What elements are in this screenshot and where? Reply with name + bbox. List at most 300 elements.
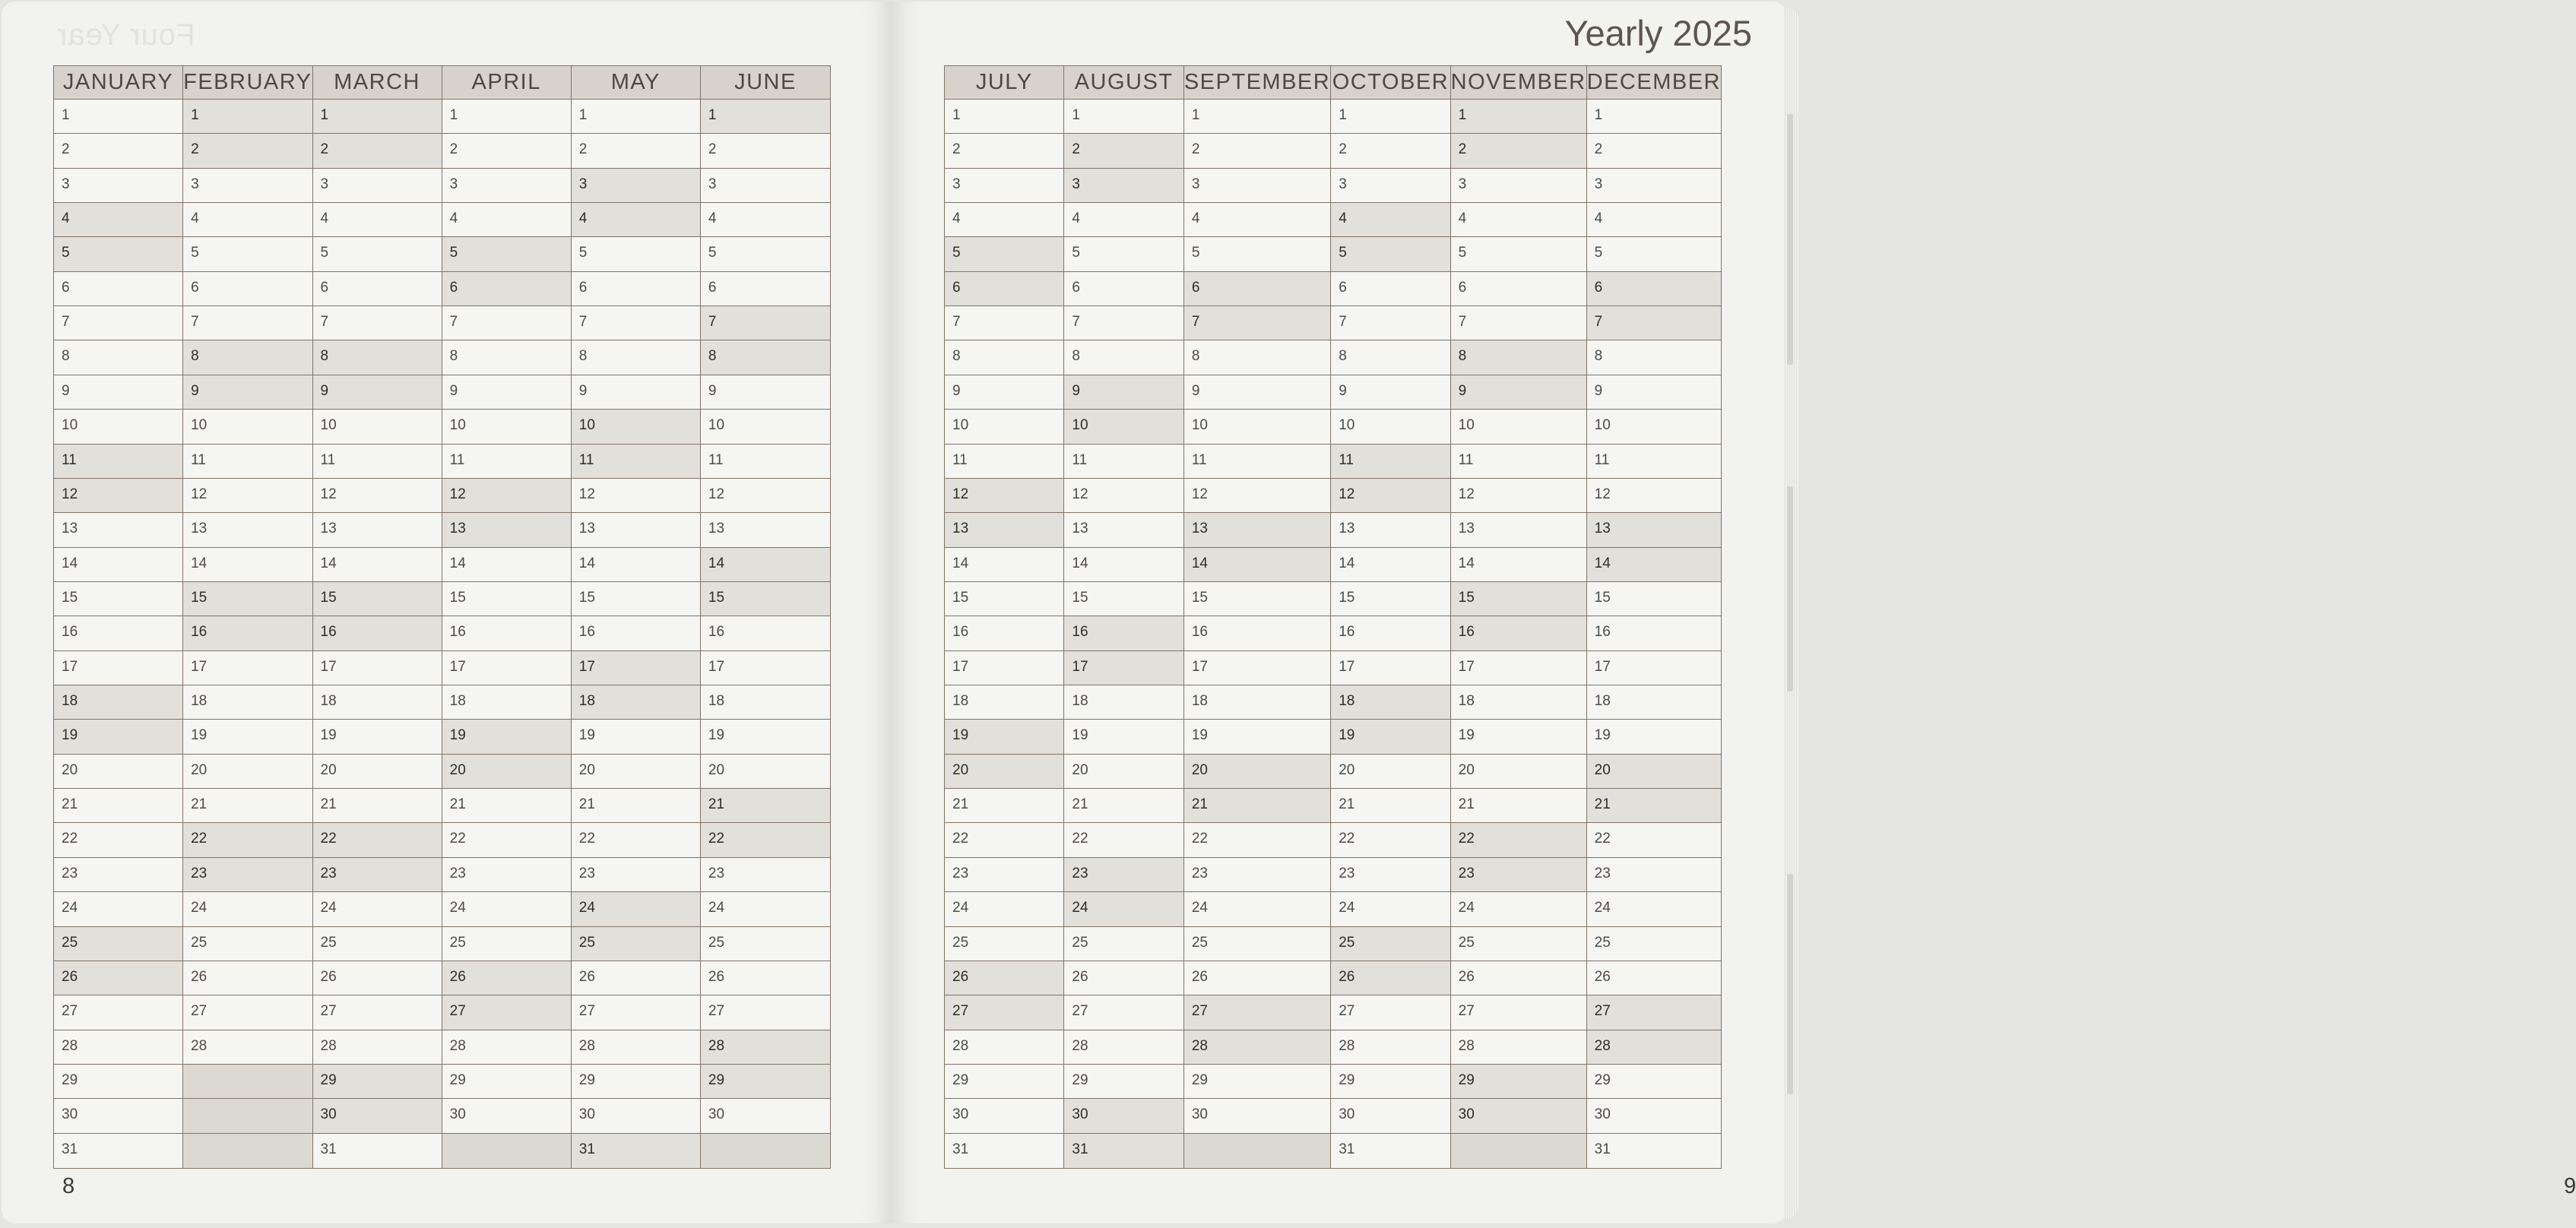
day-cell[interactable]: 23 (183, 858, 312, 892)
day-cell[interactable]: 12 (183, 479, 312, 513)
day-cell[interactable]: 11 (945, 445, 1064, 479)
day-cell[interactable]: 25 (183, 927, 312, 961)
day-cell[interactable]: 7 (1331, 306, 1450, 340)
day-cell[interactable]: 26 (1451, 961, 1587, 995)
day-cell[interactable]: 9 (1331, 375, 1450, 410)
day-cell[interactable]: 14 (1184, 548, 1331, 582)
day-cell[interactable]: 3 (54, 169, 183, 203)
day-cell[interactable]: 24 (1451, 892, 1587, 926)
day-cell[interactable]: 3 (1184, 169, 1331, 203)
day-cell[interactable]: 4 (1184, 203, 1331, 237)
empty-day-cell[interactable] (183, 1065, 312, 1099)
day-cell[interactable]: 21 (572, 789, 701, 823)
day-cell[interactable]: 18 (1064, 685, 1183, 720)
day-cell[interactable]: 25 (1064, 927, 1183, 961)
day-cell[interactable]: 29 (1064, 1065, 1183, 1099)
day-cell[interactable]: 3 (313, 169, 442, 203)
day-cell[interactable]: 2 (701, 134, 830, 168)
day-cell[interactable]: 7 (701, 306, 830, 340)
day-cell[interactable]: 14 (183, 548, 312, 582)
day-cell[interactable]: 12 (1331, 479, 1450, 513)
day-cell[interactable]: 26 (442, 961, 572, 995)
day-cell[interactable]: 16 (1064, 616, 1183, 650)
day-cell[interactable]: 28 (183, 1030, 312, 1065)
day-cell[interactable]: 18 (572, 685, 701, 720)
day-cell[interactable]: 30 (701, 1099, 830, 1133)
day-cell[interactable]: 27 (183, 995, 312, 1030)
day-cell[interactable]: 31 (54, 1134, 183, 1168)
day-cell[interactable]: 17 (1587, 651, 1721, 685)
day-cell[interactable]: 6 (183, 272, 312, 306)
day-cell[interactable]: 29 (701, 1065, 830, 1099)
day-cell[interactable]: 17 (183, 651, 312, 685)
day-cell[interactable]: 10 (54, 410, 183, 444)
day-cell[interactable]: 16 (1587, 616, 1721, 650)
day-cell[interactable]: 29 (945, 1065, 1064, 1099)
day-cell[interactable]: 3 (572, 169, 701, 203)
day-cell[interactable]: 14 (572, 548, 701, 582)
day-cell[interactable]: 25 (1184, 927, 1331, 961)
day-cell[interactable]: 30 (442, 1099, 572, 1133)
day-cell[interactable]: 3 (1331, 169, 1450, 203)
day-cell[interactable]: 23 (442, 858, 572, 892)
day-cell[interactable]: 7 (945, 306, 1064, 340)
day-cell[interactable]: 21 (1451, 789, 1587, 823)
day-cell[interactable]: 10 (1331, 410, 1450, 444)
day-cell[interactable]: 4 (183, 203, 312, 237)
day-cell[interactable]: 12 (1064, 479, 1183, 513)
day-cell[interactable]: 30 (1331, 1099, 1450, 1133)
day-cell[interactable]: 18 (701, 685, 830, 720)
day-cell[interactable]: 12 (54, 479, 183, 513)
day-cell[interactable]: 10 (1451, 410, 1587, 444)
day-cell[interactable]: 14 (1587, 548, 1721, 582)
day-cell[interactable]: 7 (572, 306, 701, 340)
day-cell[interactable]: 2 (945, 134, 1064, 168)
empty-day-cell[interactable] (442, 1134, 572, 1168)
day-cell[interactable]: 23 (54, 858, 183, 892)
empty-day-cell[interactable] (183, 1099, 312, 1133)
day-cell[interactable]: 8 (572, 340, 701, 375)
day-cell[interactable]: 21 (1587, 789, 1721, 823)
day-cell[interactable]: 27 (442, 995, 572, 1030)
day-cell[interactable]: 7 (442, 306, 572, 340)
day-cell[interactable]: 20 (1184, 755, 1331, 789)
day-cell[interactable]: 8 (701, 340, 830, 375)
day-cell[interactable]: 1 (442, 100, 572, 134)
day-cell[interactable]: 11 (1064, 445, 1183, 479)
day-cell[interactable]: 22 (1184, 823, 1331, 857)
day-cell[interactable]: 13 (1451, 513, 1587, 547)
day-cell[interactable]: 22 (1451, 823, 1587, 857)
day-cell[interactable]: 9 (572, 375, 701, 410)
day-cell[interactable]: 16 (1184, 616, 1331, 650)
day-cell[interactable]: 27 (313, 995, 442, 1030)
day-cell[interactable]: 13 (701, 513, 830, 547)
empty-day-cell[interactable] (1451, 1134, 1587, 1168)
day-cell[interactable]: 5 (572, 237, 701, 271)
day-cell[interactable]: 4 (1064, 203, 1183, 237)
day-cell[interactable]: 17 (572, 651, 701, 685)
day-cell[interactable]: 3 (1587, 169, 1721, 203)
day-cell[interactable]: 27 (945, 995, 1064, 1030)
day-cell[interactable]: 5 (54, 237, 183, 271)
day-cell[interactable]: 1 (1331, 100, 1450, 134)
day-cell[interactable]: 4 (442, 203, 572, 237)
day-cell[interactable]: 23 (1184, 858, 1331, 892)
day-cell[interactable]: 7 (1064, 306, 1183, 340)
day-cell[interactable]: 8 (1184, 340, 1331, 375)
day-cell[interactable]: 12 (572, 479, 701, 513)
day-cell[interactable]: 27 (1451, 995, 1587, 1030)
day-cell[interactable]: 10 (945, 410, 1064, 444)
day-cell[interactable]: 18 (945, 685, 1064, 720)
day-cell[interactable]: 15 (1451, 582, 1587, 616)
day-cell[interactable]: 3 (442, 169, 572, 203)
day-cell[interactable]: 19 (572, 720, 701, 754)
day-cell[interactable]: 11 (572, 445, 701, 479)
day-cell[interactable]: 27 (572, 995, 701, 1030)
day-cell[interactable]: 26 (1587, 961, 1721, 995)
day-cell[interactable]: 17 (54, 651, 183, 685)
day-cell[interactable]: 13 (945, 513, 1064, 547)
day-cell[interactable]: 12 (313, 479, 442, 513)
day-cell[interactable]: 8 (183, 340, 312, 375)
day-cell[interactable]: 15 (1064, 582, 1183, 616)
day-cell[interactable]: 24 (183, 892, 312, 926)
day-cell[interactable]: 12 (701, 479, 830, 513)
day-cell[interactable]: 15 (1184, 582, 1331, 616)
day-cell[interactable]: 23 (1587, 858, 1721, 892)
day-cell[interactable]: 6 (945, 272, 1064, 306)
day-cell[interactable]: 20 (1587, 755, 1721, 789)
day-cell[interactable]: 13 (572, 513, 701, 547)
day-cell[interactable]: 1 (701, 100, 830, 134)
day-cell[interactable]: 13 (1184, 513, 1331, 547)
day-cell[interactable]: 21 (442, 789, 572, 823)
day-cell[interactable]: 25 (442, 927, 572, 961)
day-cell[interactable]: 8 (1064, 340, 1183, 375)
day-cell[interactable]: 15 (54, 582, 183, 616)
day-cell[interactable]: 7 (183, 306, 312, 340)
day-cell[interactable]: 12 (442, 479, 572, 513)
day-cell[interactable]: 2 (572, 134, 701, 168)
day-cell[interactable]: 1 (1184, 100, 1331, 134)
day-cell[interactable]: 13 (1587, 513, 1721, 547)
day-cell[interactable]: 6 (572, 272, 701, 306)
day-cell[interactable]: 16 (1331, 616, 1450, 650)
day-cell[interactable]: 16 (183, 616, 312, 650)
day-cell[interactable]: 6 (442, 272, 572, 306)
day-cell[interactable]: 21 (945, 789, 1064, 823)
day-cell[interactable]: 21 (313, 789, 442, 823)
day-cell[interactable]: 30 (945, 1099, 1064, 1133)
day-cell[interactable]: 22 (442, 823, 572, 857)
day-cell[interactable]: 6 (54, 272, 183, 306)
day-cell[interactable]: 14 (1064, 548, 1183, 582)
empty-day-cell[interactable] (701, 1134, 830, 1168)
day-cell[interactable]: 29 (442, 1065, 572, 1099)
day-cell[interactable]: 24 (1587, 892, 1721, 926)
day-cell[interactable]: 10 (1587, 410, 1721, 444)
day-cell[interactable]: 31 (572, 1134, 701, 1168)
day-cell[interactable]: 29 (54, 1065, 183, 1099)
day-cell[interactable]: 19 (313, 720, 442, 754)
day-cell[interactable]: 3 (183, 169, 312, 203)
day-cell[interactable]: 1 (945, 100, 1064, 134)
day-cell[interactable]: 30 (1184, 1099, 1331, 1133)
day-cell[interactable]: 14 (1451, 548, 1587, 582)
day-cell[interactable]: 25 (54, 927, 183, 961)
day-cell[interactable]: 5 (1184, 237, 1331, 271)
day-cell[interactable]: 5 (1064, 237, 1183, 271)
day-cell[interactable]: 31 (1587, 1134, 1721, 1168)
day-cell[interactable]: 23 (1064, 858, 1183, 892)
day-cell[interactable]: 1 (572, 100, 701, 134)
day-cell[interactable]: 7 (313, 306, 442, 340)
day-cell[interactable]: 25 (1587, 927, 1721, 961)
day-cell[interactable]: 22 (701, 823, 830, 857)
day-cell[interactable]: 2 (1064, 134, 1183, 168)
day-cell[interactable]: 30 (572, 1099, 701, 1133)
day-cell[interactable]: 5 (313, 237, 442, 271)
day-cell[interactable]: 3 (1064, 169, 1183, 203)
day-cell[interactable]: 11 (1587, 445, 1721, 479)
day-cell[interactable]: 6 (313, 272, 442, 306)
day-cell[interactable]: 30 (1064, 1099, 1183, 1133)
day-cell[interactable]: 21 (1064, 789, 1183, 823)
day-cell[interactable]: 12 (1451, 479, 1587, 513)
day-cell[interactable]: 28 (54, 1030, 183, 1065)
day-cell[interactable]: 9 (313, 375, 442, 410)
day-cell[interactable]: 13 (54, 513, 183, 547)
day-cell[interactable]: 20 (442, 755, 572, 789)
day-cell[interactable]: 26 (313, 961, 442, 995)
day-cell[interactable]: 31 (1331, 1134, 1450, 1168)
day-cell[interactable]: 11 (442, 445, 572, 479)
day-cell[interactable]: 24 (442, 892, 572, 926)
day-cell[interactable]: 5 (1587, 237, 1721, 271)
day-cell[interactable]: 10 (572, 410, 701, 444)
day-cell[interactable]: 22 (313, 823, 442, 857)
day-cell[interactable]: 28 (1587, 1030, 1721, 1065)
day-cell[interactable]: 5 (945, 237, 1064, 271)
day-cell[interactable]: 31 (945, 1134, 1064, 1168)
day-cell[interactable]: 23 (1331, 858, 1450, 892)
day-cell[interactable]: 28 (945, 1030, 1064, 1065)
day-cell[interactable]: 19 (1184, 720, 1331, 754)
day-cell[interactable]: 27 (54, 995, 183, 1030)
day-cell[interactable]: 29 (1331, 1065, 1450, 1099)
day-cell[interactable]: 14 (1331, 548, 1450, 582)
day-cell[interactable]: 1 (1064, 100, 1183, 134)
day-cell[interactable]: 22 (945, 823, 1064, 857)
day-cell[interactable]: 10 (1064, 410, 1183, 444)
day-cell[interactable]: 4 (1331, 203, 1450, 237)
day-cell[interactable]: 14 (54, 548, 183, 582)
day-cell[interactable]: 9 (183, 375, 312, 410)
day-cell[interactable]: 17 (313, 651, 442, 685)
day-cell[interactable]: 24 (1331, 892, 1450, 926)
day-cell[interactable]: 2 (1331, 134, 1450, 168)
day-cell[interactable]: 7 (54, 306, 183, 340)
day-cell[interactable]: 22 (54, 823, 183, 857)
day-cell[interactable]: 15 (1331, 582, 1450, 616)
day-cell[interactable]: 25 (945, 927, 1064, 961)
day-cell[interactable]: 24 (572, 892, 701, 926)
day-cell[interactable]: 16 (945, 616, 1064, 650)
day-cell[interactable]: 1 (54, 100, 183, 134)
day-cell[interactable]: 18 (1587, 685, 1721, 720)
empty-day-cell[interactable] (183, 1134, 312, 1168)
day-cell[interactable]: 18 (183, 685, 312, 720)
day-cell[interactable]: 3 (1451, 169, 1587, 203)
day-cell[interactable]: 27 (1587, 995, 1721, 1030)
day-cell[interactable]: 4 (54, 203, 183, 237)
day-cell[interactable]: 16 (701, 616, 830, 650)
day-cell[interactable]: 6 (1451, 272, 1587, 306)
day-cell[interactable]: 17 (1184, 651, 1331, 685)
day-cell[interactable]: 19 (1587, 720, 1721, 754)
day-cell[interactable]: 9 (1184, 375, 1331, 410)
day-cell[interactable]: 29 (313, 1065, 442, 1099)
day-cell[interactable]: 18 (442, 685, 572, 720)
day-cell[interactable]: 19 (701, 720, 830, 754)
day-cell[interactable]: 10 (313, 410, 442, 444)
day-cell[interactable]: 21 (54, 789, 183, 823)
day-cell[interactable]: 22 (1064, 823, 1183, 857)
day-cell[interactable]: 2 (442, 134, 572, 168)
day-cell[interactable]: 4 (1451, 203, 1587, 237)
day-cell[interactable]: 15 (945, 582, 1064, 616)
day-cell[interactable]: 25 (1451, 927, 1587, 961)
day-cell[interactable]: 18 (1331, 685, 1450, 720)
day-cell[interactable]: 23 (945, 858, 1064, 892)
day-cell[interactable]: 24 (1184, 892, 1331, 926)
day-cell[interactable]: 29 (572, 1065, 701, 1099)
day-cell[interactable]: 13 (183, 513, 312, 547)
day-cell[interactable]: 13 (1064, 513, 1183, 547)
day-cell[interactable]: 14 (945, 548, 1064, 582)
day-cell[interactable]: 28 (1184, 1030, 1331, 1065)
day-cell[interactable]: 26 (945, 961, 1064, 995)
day-cell[interactable]: 30 (313, 1099, 442, 1133)
day-cell[interactable]: 16 (1451, 616, 1587, 650)
day-cell[interactable]: 20 (1451, 755, 1587, 789)
day-cell[interactable]: 26 (1331, 961, 1450, 995)
day-cell[interactable]: 26 (1064, 961, 1183, 995)
day-cell[interactable]: 2 (183, 134, 312, 168)
day-cell[interactable]: 4 (701, 203, 830, 237)
day-cell[interactable]: 15 (183, 582, 312, 616)
day-cell[interactable]: 22 (572, 823, 701, 857)
day-cell[interactable]: 11 (54, 445, 183, 479)
day-cell[interactable]: 8 (945, 340, 1064, 375)
day-cell[interactable]: 24 (1064, 892, 1183, 926)
day-cell[interactable]: 20 (54, 755, 183, 789)
day-cell[interactable]: 24 (701, 892, 830, 926)
day-cell[interactable]: 27 (1184, 995, 1331, 1030)
day-cell[interactable]: 15 (313, 582, 442, 616)
day-cell[interactable]: 28 (442, 1030, 572, 1065)
day-cell[interactable]: 25 (701, 927, 830, 961)
day-cell[interactable]: 19 (1451, 720, 1587, 754)
day-cell[interactable]: 15 (572, 582, 701, 616)
day-cell[interactable]: 20 (572, 755, 701, 789)
day-cell[interactable]: 29 (1451, 1065, 1587, 1099)
day-cell[interactable]: 12 (1184, 479, 1331, 513)
day-cell[interactable]: 31 (313, 1134, 442, 1168)
day-cell[interactable]: 26 (183, 961, 312, 995)
day-cell[interactable]: 6 (1184, 272, 1331, 306)
day-cell[interactable]: 26 (701, 961, 830, 995)
day-cell[interactable]: 29 (1587, 1065, 1721, 1099)
day-cell[interactable]: 21 (1184, 789, 1331, 823)
day-cell[interactable]: 14 (313, 548, 442, 582)
day-cell[interactable]: 5 (1331, 237, 1450, 271)
day-cell[interactable]: 5 (1451, 237, 1587, 271)
day-cell[interactable]: 15 (701, 582, 830, 616)
day-cell[interactable]: 1 (313, 100, 442, 134)
day-cell[interactable]: 9 (54, 375, 183, 410)
day-cell[interactable]: 19 (1064, 720, 1183, 754)
day-cell[interactable]: 30 (1587, 1099, 1721, 1133)
day-cell[interactable]: 22 (183, 823, 312, 857)
day-cell[interactable]: 16 (572, 616, 701, 650)
day-cell[interactable]: 16 (442, 616, 572, 650)
day-cell[interactable]: 9 (1451, 375, 1587, 410)
day-cell[interactable]: 1 (1587, 100, 1721, 134)
day-cell[interactable]: 19 (183, 720, 312, 754)
day-cell[interactable]: 9 (945, 375, 1064, 410)
day-cell[interactable]: 25 (1331, 927, 1450, 961)
day-cell[interactable]: 23 (1451, 858, 1587, 892)
day-cell[interactable]: 10 (183, 410, 312, 444)
day-cell[interactable]: 3 (701, 169, 830, 203)
day-cell[interactable]: 8 (1331, 340, 1450, 375)
day-cell[interactable]: 4 (572, 203, 701, 237)
day-cell[interactable]: 9 (442, 375, 572, 410)
day-cell[interactable]: 12 (1587, 479, 1721, 513)
day-cell[interactable]: 11 (1184, 445, 1331, 479)
day-cell[interactable]: 16 (54, 616, 183, 650)
day-cell[interactable]: 12 (945, 479, 1064, 513)
day-cell[interactable]: 4 (945, 203, 1064, 237)
day-cell[interactable]: 18 (313, 685, 442, 720)
day-cell[interactable]: 9 (1064, 375, 1183, 410)
day-cell[interactable]: 8 (1451, 340, 1587, 375)
day-cell[interactable]: 14 (442, 548, 572, 582)
day-cell[interactable]: 7 (1451, 306, 1587, 340)
day-cell[interactable]: 28 (572, 1030, 701, 1065)
day-cell[interactable]: 23 (572, 858, 701, 892)
empty-day-cell[interactable] (1184, 1134, 1331, 1168)
day-cell[interactable]: 30 (54, 1099, 183, 1133)
day-cell[interactable]: 7 (1587, 306, 1721, 340)
day-cell[interactable]: 27 (1064, 995, 1183, 1030)
day-cell[interactable]: 27 (1331, 995, 1450, 1030)
day-cell[interactable]: 17 (945, 651, 1064, 685)
day-cell[interactable]: 23 (313, 858, 442, 892)
day-cell[interactable]: 25 (572, 927, 701, 961)
day-cell[interactable]: 17 (1064, 651, 1183, 685)
day-cell[interactable]: 9 (1587, 375, 1721, 410)
day-cell[interactable]: 5 (183, 237, 312, 271)
day-cell[interactable]: 19 (54, 720, 183, 754)
day-cell[interactable]: 28 (1064, 1030, 1183, 1065)
day-cell[interactable]: 24 (945, 892, 1064, 926)
day-cell[interactable]: 24 (54, 892, 183, 926)
